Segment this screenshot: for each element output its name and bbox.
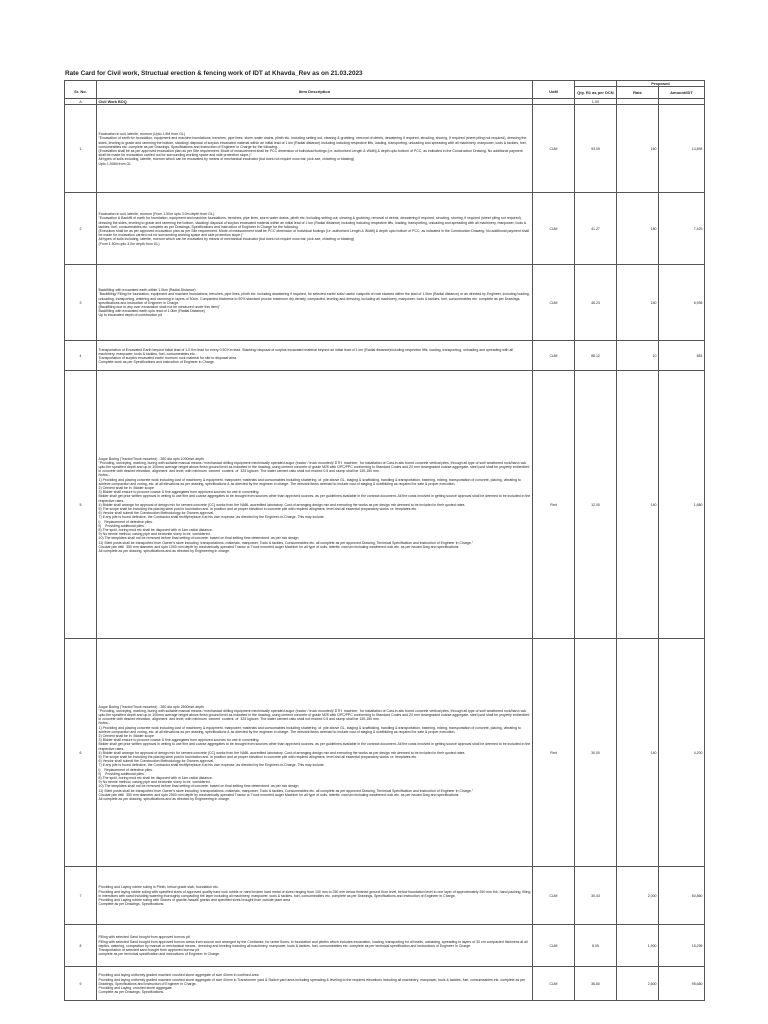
uom-cell: Rmt xyxy=(533,371,575,639)
amount-cell: 7,429 xyxy=(659,193,705,265)
uom-cell: CUM xyxy=(533,967,575,1001)
table-row xyxy=(65,105,705,193)
qty-cell: 46.23 xyxy=(575,265,617,341)
qty-cell: 30.00 xyxy=(575,639,617,867)
rate-header: Rate xyxy=(617,87,659,99)
uom-cell: Rmt xyxy=(533,639,575,867)
rate-card-table xyxy=(64,80,705,1001)
amount-cell: 14,894 xyxy=(659,105,705,193)
rate-cell: 2,000 xyxy=(617,867,659,925)
qty-cell: 30.43 xyxy=(575,867,617,925)
item-description-cell: Providing and laying uniformly graded machine crushed stone aggregate of size 40mm in confined area Providing and laying uniformly graded machine crushed stone aggregate of size 40mm in Transformer yard & Switch yard area including spreading & leveling to the required elevations including all machinery, manpower, tools & tackles, fuel, consumeables etc. complete as per Drawings, Specifications and Instruction of Engineer in Charge. Providing and Laying crushed stone aggregate Complete as per Drawings, Specifications xyxy=(97,967,533,1001)
rate-cell: 150 xyxy=(617,265,659,341)
table-row xyxy=(65,639,705,867)
sr-no-cell: 4 xyxy=(65,341,97,371)
qty-cell: 36.80 xyxy=(575,967,617,1001)
item-description-cell: Excavation in soil, laterite, morrum (From 1.50m upto 3.0m depth from GL) "Excavation & Backfill of earth for foundation, equipment and machine foundations, trenches, pipe lines, storm water drains, plinth etc. including setting out, clearing & grubbing, removal of debris, dewatering if required, structing, shoring, if required (sheet piling not required), dressing the sides, leveling to grade and ramming the bottom, stacking/ disposal of surplus excavated material within an initial lead of 1 km (Radial distance) including including respective lifts, loading, transporting, unloading and spreading with all machinery, manpower, tools & tackles, fuel, consumeables etc. complete as per Drawings, Specifications and Instruction of Engineer in Charge for the following. (Execution shall be as per approved excavation plan as per Site requirement. Mode of measurement shall be PCC dimension of individual footings [i.e. authorised Length & Width] & depth upto bottom of PCC, as indicated in the Construction Drawing. No additional payment shall be made for excavation carried out for surrounding working space and side protection slope.)" All types of soils including, laterite, morrum which can be excavated by means of mechanical excavator (but does not require crow bar, pick axe, chiseling or blasting) (From 1.50m upto 3.0m depth from GL) xyxy=(97,193,533,265)
uom-header: UoM xyxy=(533,87,575,99)
item-description-cell: Transportation of Excavated Earth beyond initial lead of 1.0 Km lead for every 0.50 Km lead. Stacking/ disposal of surplus excavated material beyond an initial lead of 1 km (Radial distance)including respective lifts, loading, transporting, unloading and spreading with all machinery, manpower, tools & tackles, fuel, consumeables etc. Transportation of surplus excavated earth/ morrum/ rock material for site to disposal area. Complete work as per Specifications and instruction of Engineer in Charge. xyxy=(97,341,533,371)
amount-cell: 60,860 xyxy=(659,867,705,925)
table-row xyxy=(65,341,705,371)
sr-no-cell: 8 xyxy=(65,925,97,967)
sr-no-header: Sr. No. xyxy=(65,87,97,99)
amount-cell: 1,680 xyxy=(659,371,705,639)
rate-cell: 1,900 xyxy=(617,925,659,967)
rate-cell: 180 xyxy=(617,193,659,265)
sr-no-cell: 3 xyxy=(65,265,97,341)
amount-cell: 6,935 xyxy=(659,265,705,341)
amount-cell: 95,680 xyxy=(659,967,705,1001)
uom-cell: CUM xyxy=(533,193,575,265)
qty-cell: 8.05 xyxy=(575,925,617,967)
proposed-header: Proposed xyxy=(617,81,705,87)
item-description-header: Item Description xyxy=(97,87,533,99)
qty-cell: 41.27 xyxy=(575,193,617,265)
rate-cell: 140 xyxy=(617,639,659,867)
rate-cell: 2,600 xyxy=(617,967,659,1001)
amount-cell: 881 xyxy=(659,341,705,371)
amount-cell: 15,295 xyxy=(659,925,705,967)
item-description-cell: Providing and Laying rubble soling in Plinth, below grade slab, foundation etc. Providing and laying rubble soling with specified sizes of approved quality hard rock rubble or hand broken hard metal of sizes ranging from 100 mm to 250 mm below finished ground floor level, below foundation level in one layer of approximately 250 mm thk. hand packing, filling in interstices with sand including watering thoroughly compacting the layer including all machinery, manpower, tools & tackles, fuel, consumeables etc. complete as per Drawings, Specifications and Instruction of Engineer in Charge. Providing and Laying rubble soling with Stones of granite /basalt/ gneiss and specified sizes brought from outside plant area Complete as per Drawings, Specifications. xyxy=(97,867,533,925)
qty-cell: 12.00 xyxy=(575,371,617,639)
uom-cell: CUM xyxy=(533,867,575,925)
uom-cell: CUM xyxy=(533,341,575,371)
qty-cell: 93.09 xyxy=(575,105,617,193)
section-name: Civil Work BOQ xyxy=(97,99,533,105)
amount-cell: 4,200 xyxy=(659,639,705,867)
header-row xyxy=(65,87,705,99)
uom-cell: CUM xyxy=(533,925,575,967)
table-row xyxy=(65,371,705,639)
sr-no-cell: 6 xyxy=(65,639,97,867)
uom-cell: CUM xyxy=(533,105,575,193)
sr-no-cell: 7 xyxy=(65,867,97,925)
sr-no-cell: 5 xyxy=(65,371,97,639)
item-description-cell: Augur Boring (Tractor/Truck mounted) - 350 dia upto 2500mm depth "Providing, surveying, marking, boring with suitable manual means / mechanical drilling equipment mechnically operated augur (tractor / truck mounted)/ DTH machine, for installation of Cast-in-situ bored concrete vertical piles, through all type of soil/ weathered rock/hard rock upto the specified depth and up to 100mm average height above finish ground level as indicated in the drawing; using cement concrete of grade M25 with OPC/PPC conforming to Standard Codes and 20 mm downgraded coarse aggregate, steel post shall be properly embedded in concrete with desired elevation, alignment and level; with minimum cement content of 325 kg/cum. The water cement ratio shall not exceed 0.5 and slump shall be 130-150 mm. Notes:- 1) Providing and placing concrete work including cost of machinery & equipment, manpower, materials and consumables including shuttering of pile above GL, staging & scaffolding, handling & transportation, batching, mixing, transportation of concrete, placing, vibrating to achieve compaction and curing, etc. at all elevations as per drawing, specifications & as directed by the engineer in charge. The relevant items deemed to include cost of staging & scaffolding as required for safe & proper execution. 2) Cement shall be in Bidder scope 3) Bidder shall ensure to procure coarse & fine aggregates from approved sources for use in concreting. Bidder shall get prior written approval in writing to use fine and coarse aggregates to be brought from sources other than approved sources, as per guidelines available in the contract document. All the costs involved in getting source approval shall be deemed to be included in the respective rates. 4) Bidder shall arrange for approval of design mix for cement concrete (CC) works from the NABL accredited laboratory. Cost of arranging design mix and executing the works as per design mix deemed to be included in their quoted rates. 5) The scope shall be including the placing steel post in foundation and in position and at proper elevation in concrete pile with required alingment, level and all essential preparatory works i.e. templates etc. 6) Vendor shall submit the Construction Methodology for Owners approval. 7) If any pile is found defective, the Contractor shall rectify/replace it at his own expense, as directed by the Engineer-in-Charge. This may include i) Replacement of defective piles. ii) Providing additional piles. 8) The spoil, boring mud etc shall be disposed with in 1km radial distance. 9) No tremie method, casing pipe and bentonite slurry to be considered. 10) The templates shall not be removed before final setting of concrete, based on final setting time determined as per mix design 11) Steel posts shall be transported from Owner's store including transportations, materials, manpower, Tools & tackles, Consumeables etc. all complete as per approved Drawing, Technical Specification and instruction of Engineer In Charge." Circular pile with 350 mm diameter and upto 2500 mm depth by mechanically operated Tractor or Truck mounted auger Machine for all type of soils, laterite, morrum including weathered rock etc. as per issued Dwg and specifications All complete as per drawing, specifications and as directed by Engineering in charge. xyxy=(97,639,533,867)
sr-no-cell: 2 xyxy=(65,193,97,265)
table-row xyxy=(65,867,705,925)
table-row xyxy=(65,193,705,265)
item-description-cell: Excavation in soil, laterite, morrum (Upto 1.5M from GL) "Excavation of earth for foundation, equipment and machine foundations, trenches, pipe lines, storm water drains, plinth etc. including setting out, clearing & grubbing, removal of debris, dewatering if required, structing, shoring, if required (sheet piling not required), dressing the sides, leveling to grade and ramming the bottom, stacking/ disposal of surplus excavated material within an initial lead of 1 km (Radial distance) including including respective lifts, loading, transporting, unloading and spreading with all machinery, manpower, tools & tackles, fuel, consumeables etc. complete as per Drawings, Specifications and Instruction of Engineer in Charge for the following. (Excavation shall be as per approved excavation plan as per Site requirement. Mode of measurement shall be PCC dimension of individual footings [i.e. authorised Length & Width] & depth upto bottom of PCC, as indicated in the Construction Drawing. No additional payment shall be made for excavation carried out for surrounding working space and side protection slope.)" All types of soils including, laterite, morrum which can be excavated by means of mechanical excavator (but does not require crow bar, pick axe, chiseling or blasting) Upto 1.50Mt from GL xyxy=(97,105,533,193)
rate-cell: 10 xyxy=(617,341,659,371)
section-code: A xyxy=(65,99,97,105)
uom-cell: CUM xyxy=(533,265,575,341)
table-row xyxy=(65,967,705,1001)
table-row xyxy=(65,925,705,967)
sr-no-cell: 1 xyxy=(65,105,97,193)
item-description-cell: Filling with selected Sand bought from approved borrow pit Filling with selected Sand bought from approved borrow areas from source and arranged by the Contractor, for under floors, in foundation and plinths which includes excavation, loading, transporting for all leads, unloading, spreading in layers of 30 cm compacted thickness at all depths, watering, compaction by manual or mechanical means , dressing and leveling including all machinery, manpower, tools & tackles, fuel, consumeables etc. complete as per technical specification and instructions of Engineer In Charge. Transportation of selected sand bought from approved borrow pit complete as per technical specification and instructions of Engineer In Charge. xyxy=(97,925,533,967)
rate-cell: 160 xyxy=(617,105,659,193)
sr-no-cell: 9 xyxy=(65,967,97,1001)
item-description-cell: Augur Boring (Tractor/Truck mounted) - 350 dia upto 1000mm depth "Providing, surveying, marking, boring with suitable manual means / mechanical drilling equipment mechnically operated augur (tractor / truck mounted)/ DTH machine, for installation of Cast-in-situ bored concrete vertical piles, through all type of soil/ weathered rock/hard rock upto the specified depth and up to 100mm average height above finish ground level as indicated in the drawing; using cement concrete of grade M25 with OPC/PPC conforming to Standard Codes and 20 mm downgraded coarse aggregate, steel post shall be properly embedded in concrete with desired elevation, alignment and level; with minimum cement content of 325 kg/cum. The water cement ratio shall not exceed 0.5 and slump shall be 130-150 mm. Notes:- 1) Providing and placing concrete work including cost of machinery & equipment, manpower, materials and consumables including shuttering of pile above GL, staging & scaffolding, handling & transportation, batching, mixing, transportation of concrete, placing, vibrating to achieve compaction and curing, etc. at all elevations as per drawing, specifications & as directed by the engineer in charge. The relevant items deemed to include cost of staging & scaffolding as required for safe & proper execution. 2) Cement shall be in Bidder scope 3) Bidder shall ensure to procure coarse & fine aggregates from approved sources for use in concreting. Bidder shall get prior written approval in writing to use fine and coarse aggregates to be brought from sources other than approved sources, as per guidelines available in the contract document. All the costs involved in getting source approval shall be deemed to be included in the respective rates. 4) Bidder shall arrange for approval of design mix for cement concrete (CC) works from the NABL accredited laboratory. Cost of arranging design mix and executing the works as per design mix deemed to be included in their quoted rates. 5) The scope shall be including the placing steel post in foundation and in position and at proper elevation in concrete pile with required alingment, level and all essential preparatory works i.e. templates etc. 6) Vendor shall submit the Construction Methodology for Owners approval. 7) If any pile is found defective, the Contractor shall rectify/replace it at his own expense, as directed by the Engineer-in-Charge. This may include i) Replacement of defective piles. ii) Providing additional piles. 8) The spoil, boring mud etc shall be disposed with in 1km radial distance. 9) No tremie method, casing pipe and bentonite slurry to be considered. 10) The templates shall not be removed before final setting of concrete, based on final setting time determined as per mix design 11) Steel posts shall be transported from Owner's store including transportations, materials, manpower, Tools & tackles, Consumeables etc. all complete as per approved Drawing, Technical Specification and instruction of Engineer In Charge." Circular pile with 350 mm diameter and upto 1000 mm depth by mechanically operated Tractor or Truck mounted auger Machine for all type of soils, laterite, morrum including weathered rock etc. as per issued Dwg and specifications All complete as per drawing, specifications and as directed by Engineering in charge. xyxy=(97,371,533,639)
section-qty: 1.00 xyxy=(575,99,617,105)
page-title: Rate Card for Civil work, Structual erection & fencing work of IDT at Khavda_Rev as on 21.03.2023 xyxy=(65,70,363,77)
table-row xyxy=(65,265,705,341)
rate-cell: 140 xyxy=(617,371,659,639)
qty-cell: 88.12 xyxy=(575,341,617,371)
item-description-cell: Backfilling with excavated earth within 1.0km (Radial Distance) "Backfilling/ Filling for foundation, equipment and machine foundations, trenches, pipe lines, plinth etc. including dewatering if required, for selected earth/ soils/ useful cutspoils of rock stacked within the lead of 1.0km (Radial distance) or as directed by Engineer, including loading, unloading, transporting, watering and ramming in layers of 30cm. Compacted thickness to 90% standard proctor maximum dry density, compacted, leveling and dressing, including all machinery, manpower, tools & tackles, fuel, consumeables etc. complete as per Drawings, specifications and instruction of Engineer in Charge. (Backfilling due to any over excavation shall not be measured under this item)" Backfilling with excavated earth upto lead of 1.0km (Radial Distance) Up to excavated depth of construction pit xyxy=(97,265,533,341)
amount-header: Amount/IDT xyxy=(659,87,705,99)
qty-header: Qty. R1 as per DCN xyxy=(575,87,617,99)
